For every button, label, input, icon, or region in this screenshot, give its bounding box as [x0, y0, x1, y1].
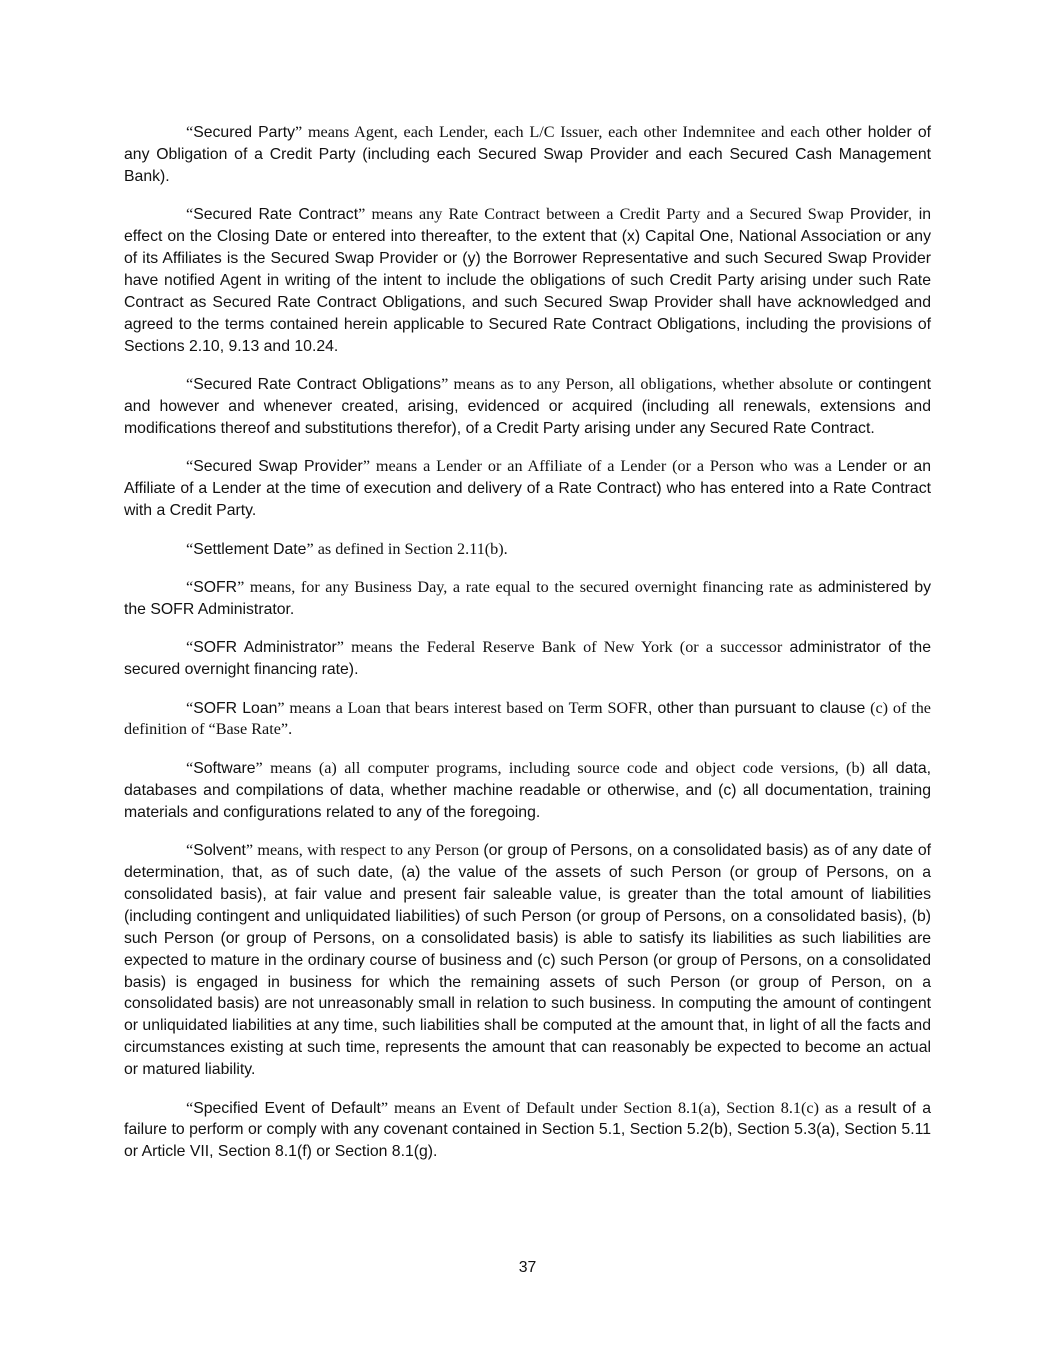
defined-term: Secured Swap Provider	[193, 458, 363, 476]
defined-term: SOFR	[193, 578, 238, 596]
definition-solvent: “Solvent” means, with respect to any Person (or group of Persons, on a consolidated basis) as of any date of determination, that, as of such date, (a) the value of the assets of such Person (or group of Persons, on a consolidated basis), at fair value and present fair saleable value, is greater than the total amount of liabilities (including contingent and unliquidated liabilities) of such Person (or group of Persons, on a consolidated basis), (b) such Person (or group of Persons, on a consolidated basis) is able to satisfy its liabilities as such liabilities are expected to mature in the ordinary course of business and (c) such Person (or group of Persons, on a consolidated basis) is engaged in business for which the remaining assets of such Person (or group of Person, on a consolidated basis) are not unreasonably small in relation to such business. In computing the amount of contingent or unliquidated liabilities at any time, such liabilities shall be computed at the amount that, in light of all the facts and circumstances existing at such time, represents the amount that can reasonably be expected to become an actual or matured liability.	[124, 841, 931, 1079]
definition-secured-rate-contract: “Secured Rate Contract” means any Rate Contract between a Credit Party and a Secured Swap Provider, in effect on the Closing Date or entered into thereafter, to the extent that (x) Capital One, National Association or any of its Affiliates is the Secured Swap Provider or (y) the Borrower Representative and such Secured Swap Provider have notified Agent in writing of the intent to include the obligations of such Credit Party arising under such Rate Contract as Secured Rate Contract Obligations, and such Secured Swap Provider shall have acknowledged and agreed to the terms contained herein applicable to Secured Rate Contract Obligations, including the provisions of Sections 2.10, 9.13 and 10.24.	[124, 205, 931, 355]
defined-term: Settlement Date	[193, 540, 307, 558]
page-number: 37	[518, 1259, 537, 1276]
definition-specified-event-of-default: “Specified Event of Default” means an Event of Default under Section 8.1(a), Section 8.1(c) as a result of a failure to perform or comply with any covenant contained in Section 5.1, Section 5.2(b), Section 5.3(a), Section 5.11 or Article VII, Section 8.1(f) or Section 8.1(g).	[124, 1098, 931, 1161]
defined-term: Secured Party	[193, 124, 295, 141]
definition-text-continued: Provider, in effect on the Closing Date or entered into thereafter, to the extent that (x) Capital One, National Association or any of its Affiliates is the Secured Swap Provider or (y) the Borrower Representative and such Secured Swap Provider have notified Agent in writing of the intent to include the obligations of such Credit Party arising under such Rate Contract as Secured Rate Contract Obligations, and such Secured Swap Provider shall have acknowledged and agreed to the terms contained herein applicable to Secured Rate Contract Obligations, including the provisions of Sections 2.10, 9.13 and 10.24.	[124, 206, 931, 355]
document-body	[124, 122, 931, 1180]
definition-secured-rate-contract-obligations: “Secured Rate Contract Obligations” means as to any Person, all obligations, whether absolute or contingent and however and whenever created, arising, evidenced or acquired (including all renewals, extensions and modifications thereof and substitutions therefor), of a Credit Party arising under any Secured Rate Contract.	[124, 375, 931, 437]
definition-text: means an Event of Default under Section 8.1(a), Section 8.1(c) as a	[388, 1098, 858, 1117]
definition-text: means, for any Business Day, a rate equal to the secured overnight financing rate as	[244, 577, 818, 596]
definition-text: means (a) all computer programs, including source code and object code versions, (b)	[262, 758, 873, 777]
definition-text-continued: result of a failure to perform or comply with any covenant contained in Section 5.1, Section 5.2(b), Section 5.3(a), Section 5.11 or Article VII, Section 8.1(f) or Section 8.1(g).	[124, 1099, 931, 1161]
defined-term: Specified Event of Default	[193, 1099, 381, 1117]
definition-text-continued: administrator of the secured overnight financing rate).	[124, 639, 931, 679]
definition-text-continued: or contingent and however and whenever created, arising, evidenced or acquired (including all renewals, extensions and modifications thereof and substitutions therefor), of a Credit Party arising under any Secured Rate Contract.	[124, 376, 931, 437]
definition-sofr-administrator: “SOFR Administrator” means the Federal Reserve Bank of New York (or a successor administrator of the secured overnight financing rate).	[124, 638, 931, 679]
definition-text-tail: (c) of the definition of “Base Rate”.	[124, 698, 931, 739]
defined-term: Secured Rate Contract	[193, 206, 359, 224]
definition-sofr: “SOFR” means, for any Business Day, a rate equal to the secured overnight financing rate as administered by the SOFR Administrator.	[124, 577, 931, 618]
definition-text: means, with respect to any Person	[253, 841, 484, 860]
definition-text: means as to any Person, all obligations, whether absolute	[448, 375, 839, 394]
defined-term: SOFR Loan	[193, 699, 278, 717]
definition-text: as defined in Section 2.11(b).	[313, 539, 508, 558]
defined-term: Software	[193, 759, 256, 777]
definition-text: means a Lender or an Affiliate of a Lender (or a Person who was a	[370, 457, 838, 476]
definition-text-continued: administered by the SOFR Administrator.	[124, 578, 931, 618]
definition-secured-party: “Secured Party” means Agent, each Lender, each L/C Issuer, each other Indemnitee and each other holder of any Obligation of a Credit Party (including each Secured Swap Provider and each Secured Cash Management Bank).	[124, 123, 931, 185]
definition-text: means Agent, each Lender, each L/C Issuer, each other Indemnitee and each	[302, 123, 826, 141]
definition-text-continued: all data, databases and compilations of data, whether machine readable or otherwise, and (c) all documentation, training materials and configurations related to any of the foregoing.	[124, 759, 932, 821]
definition-text: means the Federal Reserve Bank of New York (or a successor	[343, 638, 790, 657]
definition-text-continued: , other than pursuant to clause	[647, 699, 866, 717]
definition-text-continued: Lender or an Affiliate of a Lender at the time of execution and delivery of a Rate Contract) who has entered into a Rate Contract with a Credit Party.	[124, 458, 931, 520]
definition-text: means a Loan that bears interest based on Term SOFR	[284, 698, 648, 717]
definition-text-continued: (or group of Persons, on a consolidated basis) as of any date of determination, that, as of such date, (a) the value of the assets of such Person (or group of Persons, on a consolidated basis), at fair value and present fair saleable value, is greater than the total amount of liabilities (including contingent and unliquidated liabilities) of such Person (or group of Persons, on a consolidated basis), (b) such Person (or group of Persons, on a consolidated basis) is able to satisfy its liabilities as such liabilities are expected to mature in the ordinary course of business and (c) such Person (or group of Persons, on a consolidated basis) is engaged in business for which the remaining assets of such Person (or group of Person, on a consolidated basis) are not unreasonably small in relation to such business. In computing the amount of contingent or unliquidated liabilities at any time, such liabilities shall be computed at the amount that, in light of all the facts and circumstances existing at such time, represents the amount that can reasonably be expected to become an actual or matured liability.	[124, 842, 931, 1079]
definition-text-continued: other holder of any Obligation of a Credit Party (including each Secured Swap Provider and each Secured Cash Management Bank).	[124, 124, 931, 185]
defined-term: Solvent	[193, 842, 246, 860]
definition-secured-swap-provider: “Secured Swap Provider” means a Lender or an Affiliate of a Lender (or a Person who was a Lender or an Affiliate of a Lender at the time of execution and delivery of a Rate Contract) who has entered into a Rate Contract with a Credit Party.	[124, 457, 931, 520]
definition-settlement-date: “Settlement Date” as defined in Section 2.11(b).	[186, 539, 508, 558]
defined-term: Secured Rate Contract Obligations	[193, 376, 442, 394]
definition-sofr-loan: “SOFR Loan” means a Loan that bears interest based on Term SOFR, other than pursuant to clause (c) of the definition of “Base Rate”.	[124, 698, 931, 739]
definition-text: means any Rate Contract between a Credit Party and a Secured Swap	[365, 205, 850, 224]
defined-term: SOFR Administrator	[193, 639, 337, 657]
definition-software: “Software” means (a) all computer programs, including source code and object code versions, (b) all data, databases and compilations of data, whether machine readable or otherwise, and (c) all documentation, training materials and configurations related to any of the foregoing.	[124, 758, 932, 821]
